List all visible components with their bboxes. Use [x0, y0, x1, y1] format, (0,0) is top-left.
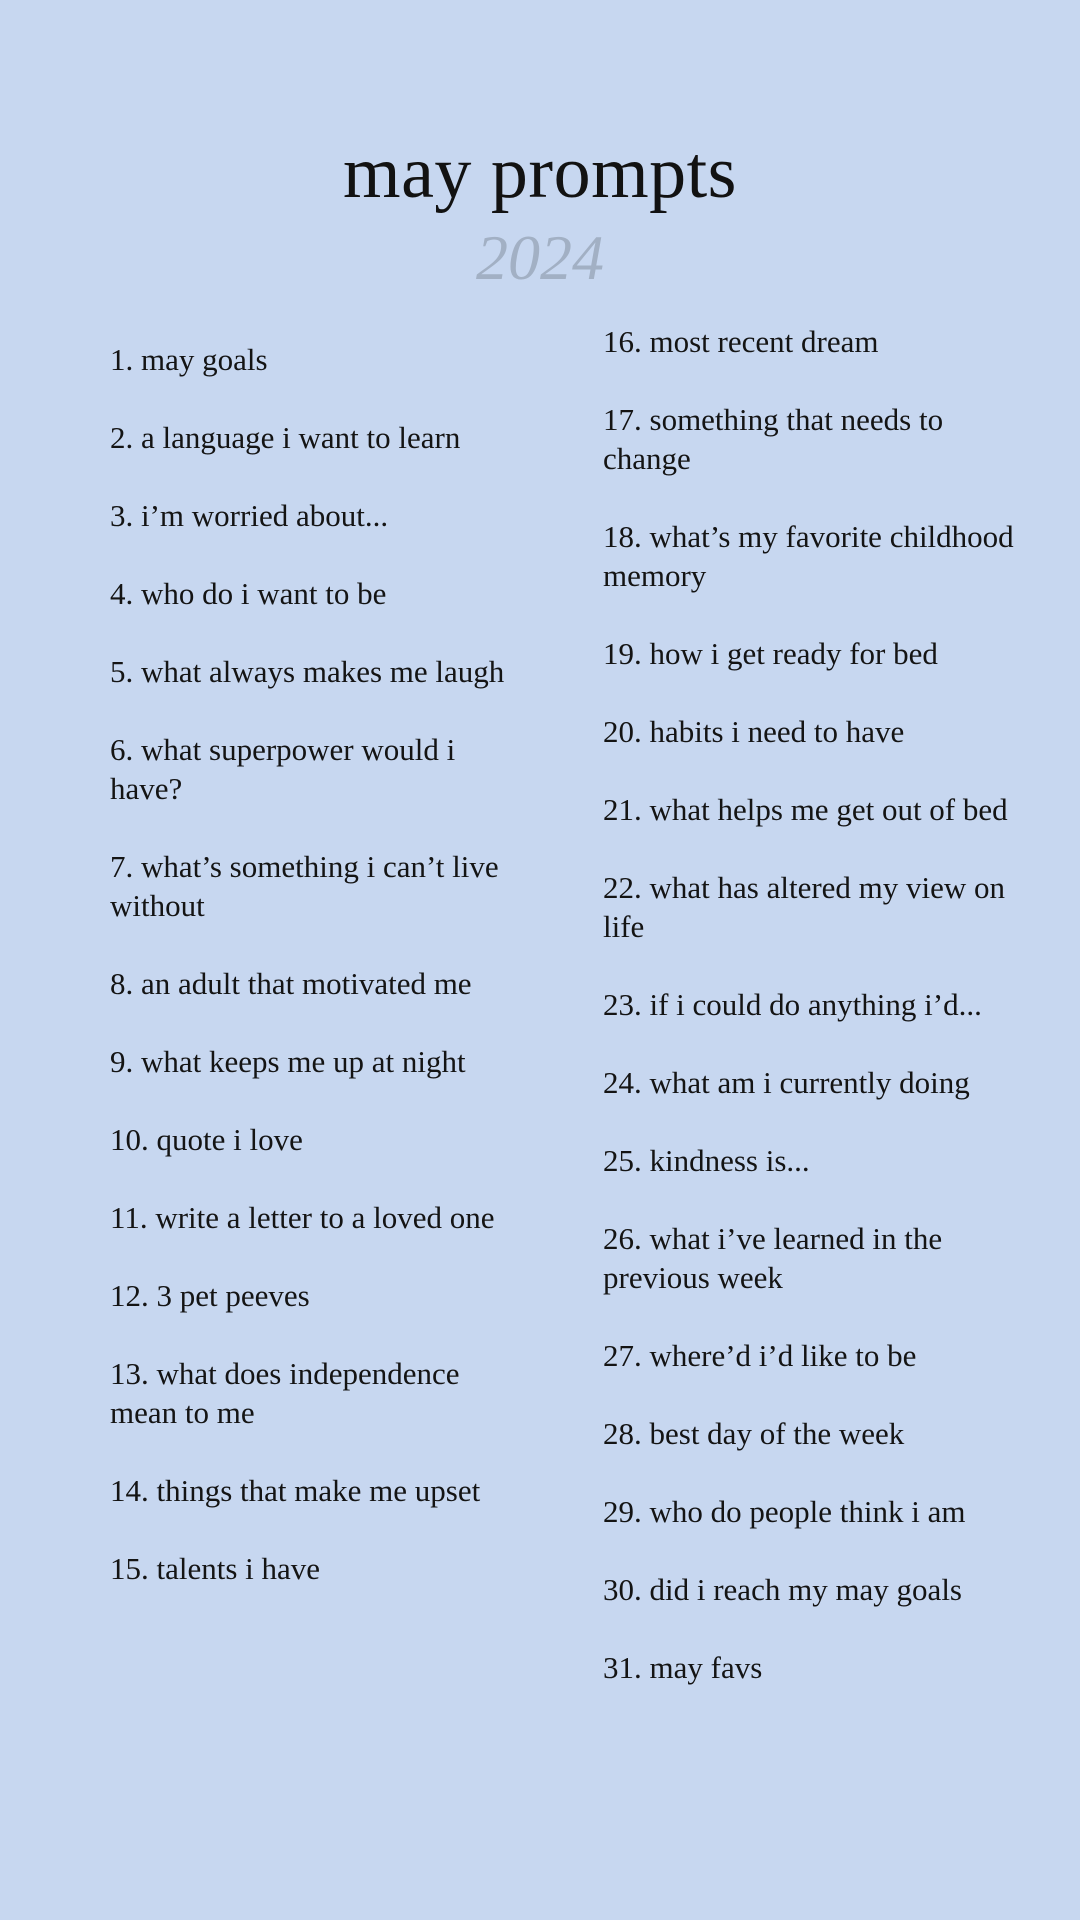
prompt-item: 8. an adult that motivated me	[110, 966, 472, 1001]
prompt-item: 13. what does independence mean to me	[110, 1356, 460, 1430]
page-year: 2024	[476, 222, 604, 293]
prompt-item: 20. habits i need to have	[603, 714, 905, 749]
prompt-item: 24. what am i currently doing	[603, 1065, 970, 1100]
prompt-item: 10. quote i love	[110, 1122, 303, 1157]
prompt-column-left	[110, 340, 530, 1627]
prompt-item: 28. best day of the week	[603, 1416, 905, 1451]
prompt-item: 30. did i reach my may goals	[603, 1572, 962, 1607]
prompt-item: 12. 3 pet peeves	[110, 1278, 310, 1313]
prompt-item: 2. a language i want to learn	[110, 420, 461, 455]
prompt-item: 7. what’s something i can’t live without	[110, 849, 499, 923]
prompt-item: 19. how i get ready for bed	[603, 636, 938, 671]
prompt-item: 18. what’s my favorite childhood memory	[603, 519, 1014, 593]
prompt-item: 5. what always makes me laugh	[110, 654, 505, 689]
prompt-item: 29. who do people think i am	[603, 1494, 966, 1529]
prompt-item: 3. i’m worried about...	[110, 498, 389, 533]
prompt-item: 14. things that make me upset	[110, 1473, 481, 1508]
prompt-item: 4. who do i want to be	[110, 576, 387, 611]
prompt-item: 31. may favs	[603, 1650, 763, 1685]
prompt-column-right	[603, 322, 1023, 1726]
prompt-item: 23. if i could do anything i’d...	[603, 987, 982, 1022]
prompt-item: 22. what has altered my view on life	[603, 870, 1006, 944]
prompt-item: 25. kindness is...	[603, 1143, 810, 1178]
page-title: may prompts	[343, 132, 737, 214]
prompt-item: 26. what i’ve learned in the previous week	[603, 1221, 943, 1295]
prompt-item: 21. what helps me get out of bed	[603, 792, 1008, 827]
prompt-item: 17. something that needs to change	[603, 402, 944, 476]
prompt-item: 1. may goals	[110, 342, 268, 377]
prompt-item: 6. what superpower would i have?	[110, 732, 456, 806]
prompt-item: 11. write a letter to a loved one	[110, 1200, 495, 1235]
prompt-item: 27. where’d i’d like to be	[603, 1338, 917, 1373]
prompt-item: 16. most recent dream	[603, 324, 879, 359]
prompt-item: 9. what keeps me up at night	[110, 1044, 466, 1079]
prompt-item: 15. talents i have	[110, 1551, 321, 1586]
